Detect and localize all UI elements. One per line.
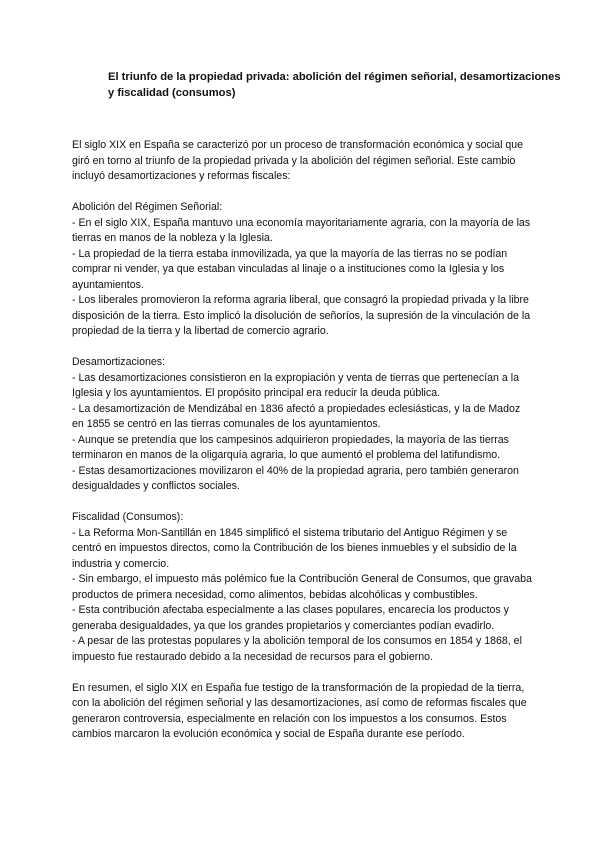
section-fiscalidad xyxy=(72,510,534,665)
document-title: El triunfo de la propiedad privada: abolición del régimen señorial, desamortizaciones y fiscalidad (consumos) xyxy=(108,71,561,99)
list-item: - La desamortización de Mendizábal en 1836 afectó a propiedades eclesiásticas, y la de Madoz en 1855 se centró en las tierras comunales de los ayuntamientos. xyxy=(72,402,521,430)
section-abolicion xyxy=(72,200,534,340)
intro-paragraph: El siglo XIX en España se caracterizó por un proceso de transformación económica y social que giró en torno al triunfo de la propiedad privada y la abolición del régimen señorial. Este cambio incluyó desamortizaciones y reformas fiscales: xyxy=(72,139,524,182)
list-item: - La propiedad de la tierra estaba inmovilizada, ya que la mayoría de las tierras no se podían comprar ni vender, ya que estaban vinculadas al linaje o a instituciones como la Iglesia y los ayuntamientos. xyxy=(72,247,508,291)
list-item: - Esta contribución afectaba especialmente a las clases populares, encarecía los productos y generaba desigualdades, ya que los grandes propietarios y comerciantes podían evadirlo. xyxy=(72,604,509,632)
list-item: - En el siglo XIX, España mantuvo una economía mayoritariamente agraria, con la mayoría de las tierras en manos de la nobleza y la Iglesia. xyxy=(72,216,531,244)
section-heading: Desamortizaciones: xyxy=(72,356,166,368)
list-item: - A pesar de las protestas populares y la abolición temporal de los consumos en 1854 y 1868, el impuesto fue restaurado debido a la necesidad de recursos para el gobierno. xyxy=(72,635,522,663)
list-item: - Aunque se pretendía que los campesinos adquirieron propiedades, la mayoría de las tierras terminaron en manos de la oligarquía agraria, lo que aumentó el problema del latifundismo. xyxy=(72,433,509,461)
section-heading: Abolición del Régimen Señorial: xyxy=(72,201,223,213)
section-heading: Fiscalidad (Consumos): xyxy=(72,511,184,523)
section-desamortizaciones xyxy=(72,355,534,495)
list-item: - Estas desamortizaciones movilizaron el 40% de la propiedad agraria, pero también generaron desigualdades y conflictos sociales. xyxy=(72,464,519,492)
list-item: - Las desamortizaciones consistieron en la expropiación y venta de tierras que pertenecían a la Iglesia y los ayuntamientos. El propósito principal era reducir la deuda pública. xyxy=(72,371,519,399)
list-item: - Los liberales promovieron la reforma agraria liberal, que consagró la propiedad privada y la libre disposición de la tierra. Esto implicó la disolución de señoríos, la supresión de la vinculación de la propiedad de la tierra y la libertad de comercio agrario. xyxy=(72,294,531,337)
document-body xyxy=(72,138,534,758)
conclusion-paragraph: En resumen, el siglo XIX en España fue testigo de la transformación de la propiedad de la tierra, con la abolición del régimen señorial y las desamortizaciones, así como de reformas fiscales que generaron controversia, especialmente en relación con los impuestos a los consumos. Estos cambios marcaron la evolución económica y social de España durante ese período. xyxy=(72,681,527,740)
list-item: - Sin embargo, el impuesto más polémico fue la Contribución General de Consumos, que gravaba productos de primera necesidad, como alimentos, bebidas alcohólicas y combustibles. xyxy=(72,573,532,601)
list-item: - La Reforma Mon-Santillán en 1845 simplificó el sistema tributario del Antiguo Régimen y se centró en impuestos directos, como la Contribución de los bienes inmuebles y el subsidio de la industria y comercio. xyxy=(72,526,517,570)
